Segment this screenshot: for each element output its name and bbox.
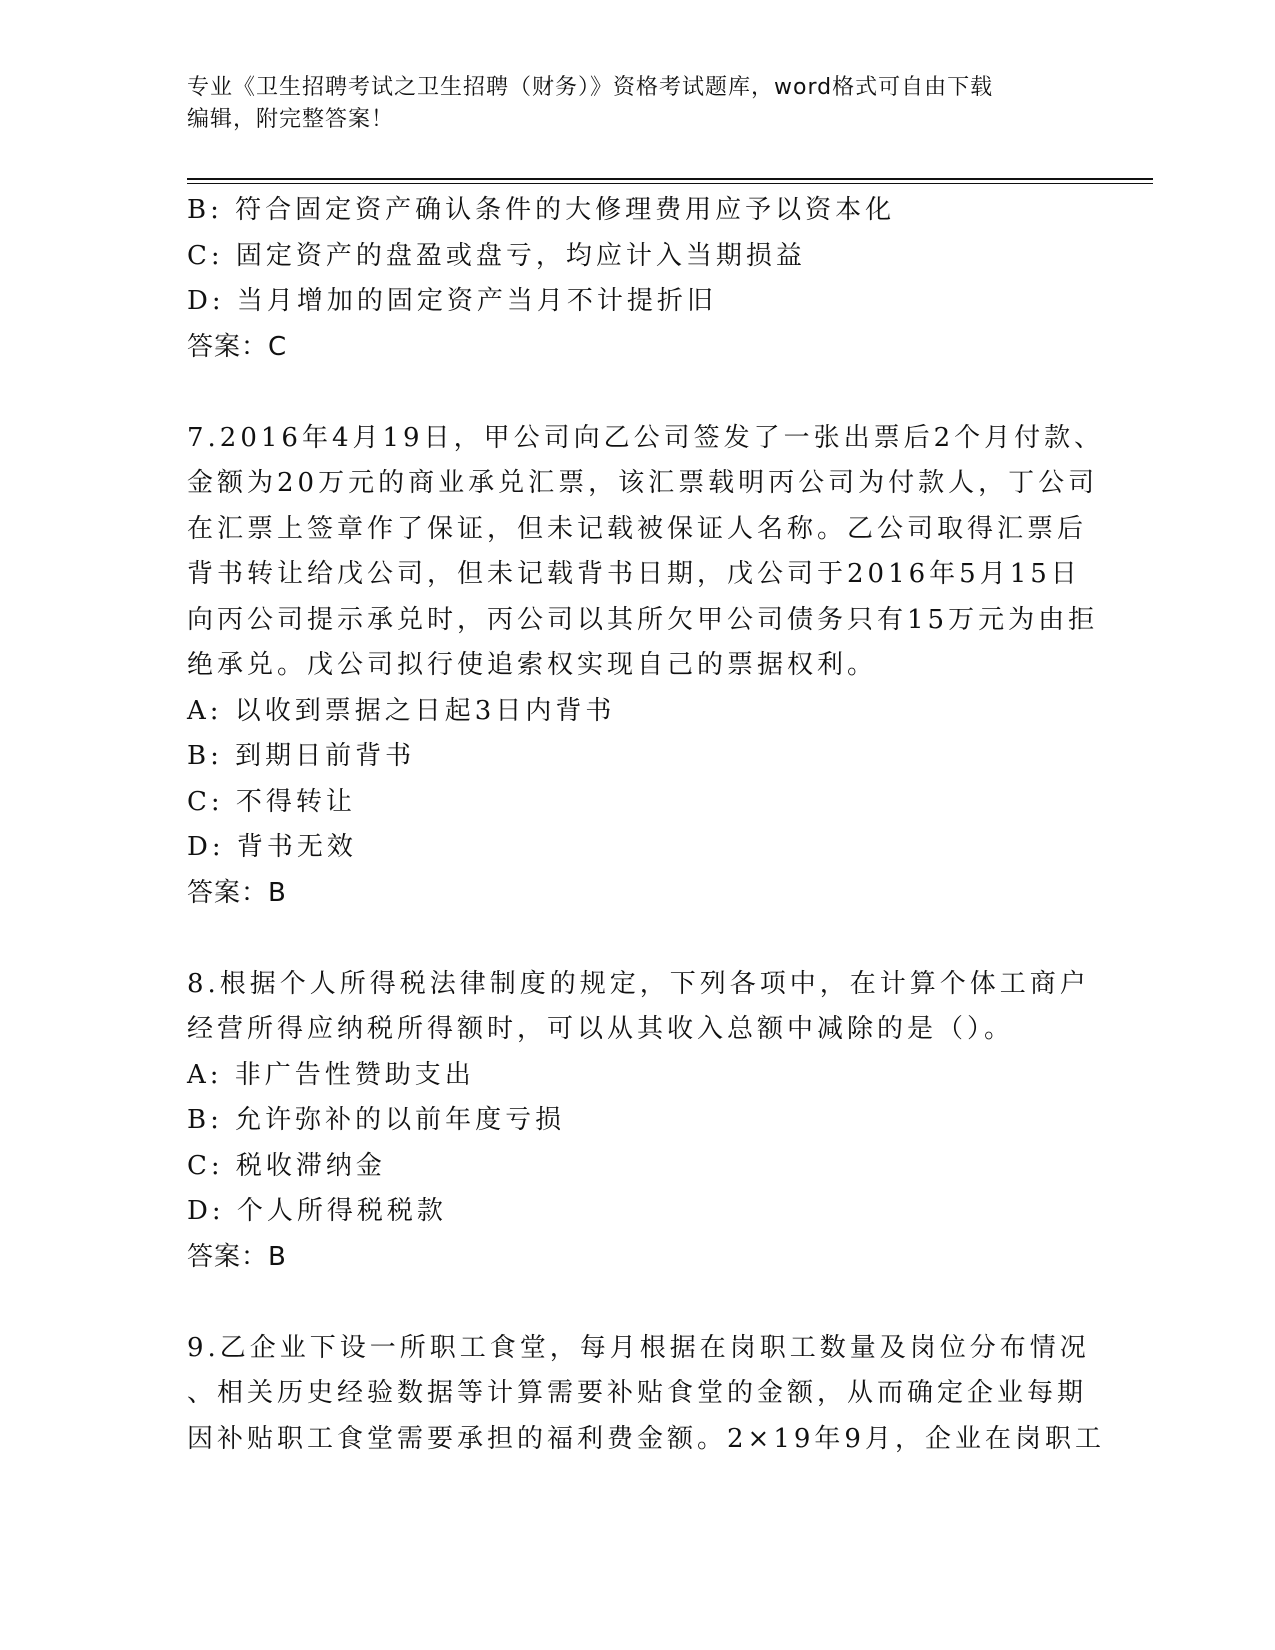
option-b: B: 到期日前背书 xyxy=(187,741,416,771)
option-b: B: 允许弥补的以前年度亏损 xyxy=(187,1105,566,1135)
question-6-tail xyxy=(187,188,1087,370)
option-a: A: 非广告性赞助支出 xyxy=(187,1059,475,1090)
answer: 答案：B xyxy=(187,1241,287,1272)
option-b: B: 符合固定资产确认条件的大修理费用应予以资本化 xyxy=(187,195,896,225)
spacer xyxy=(187,916,1087,962)
option-c: C: 固定资产的盘盈或盘亏，均应计入当期损益 xyxy=(187,240,806,271)
question-stem-line: 向丙公司提示承兑时，丙公司以其所欠甲公司债务只有15万元为由拒 xyxy=(187,604,1099,635)
header-line-2: 编辑，附完整答案！ xyxy=(187,107,395,132)
question-stem-line: 背书转让给戊公司，但未记载背书日期，戊公司于2016年5月15日 xyxy=(187,559,1081,589)
question-stem-line: 绝承兑。戊公司拟行使追索权实现自己的票据权利。 xyxy=(187,650,878,680)
option-c: C: 不得转让 xyxy=(187,786,356,817)
question-stem-line: 9.乙企业下设一所职工食堂，每月根据在岗职工数量及岗位分布情况 xyxy=(187,1332,1090,1363)
question-8 xyxy=(187,962,1090,1281)
header-rule-thick xyxy=(187,178,1153,180)
question-stem-line: 7.2016年4月19日，甲公司向乙公司签发了一张出票后2个月付款、 xyxy=(187,422,1105,453)
question-content xyxy=(187,188,1105,1462)
question-stem-line: 因补贴职工食堂需要承担的福利费金额。2×19年9月，企业在岗职工 xyxy=(187,1423,1105,1454)
question-stem-line: 8.根据个人所得税法律制度的规定，下列各项中，在计算个体工商户 xyxy=(187,968,1090,999)
question-stem-line: 、相关历史经验数据等计算需要补贴食堂的金额，从而确定企业每期 xyxy=(187,1378,1088,1408)
option-a: A: 以收到票据之日起3日内背书 xyxy=(187,695,616,726)
header-line-1: 专业《卫生招聘考试之卫生招聘（财务）》资格考试题库，word格式可自由下载 xyxy=(187,75,994,100)
question-stem-line: 金额为20万元的商业承兑汇票，该汇票载明丙公司为付款人，丁公司 xyxy=(187,468,1099,498)
question-stem-line: 在汇票上签章作了保证，但未记载被保证人名称。乙公司取得汇票后 xyxy=(187,513,1088,544)
question-stem-line: 经营所得应纳税所得额时，可以从其收入总额中减除的是（）。 xyxy=(187,1014,1015,1044)
spacer xyxy=(187,1280,1087,1326)
option-d: D: 当月增加的固定资产当月不计提折旧 xyxy=(187,286,717,316)
question-9 xyxy=(187,1326,1105,1463)
option-d: D: 背书无效 xyxy=(187,832,357,862)
answer: 答案：B xyxy=(187,877,287,908)
document-header xyxy=(187,72,1067,136)
question-7 xyxy=(187,416,1105,917)
answer: 答案：C xyxy=(187,331,288,362)
option-d: D: 个人所得税税款 xyxy=(187,1196,447,1226)
spacer xyxy=(187,370,1087,416)
header-rule-thin xyxy=(187,183,1153,184)
option-c: C: 税收滞纳金 xyxy=(187,1150,386,1181)
